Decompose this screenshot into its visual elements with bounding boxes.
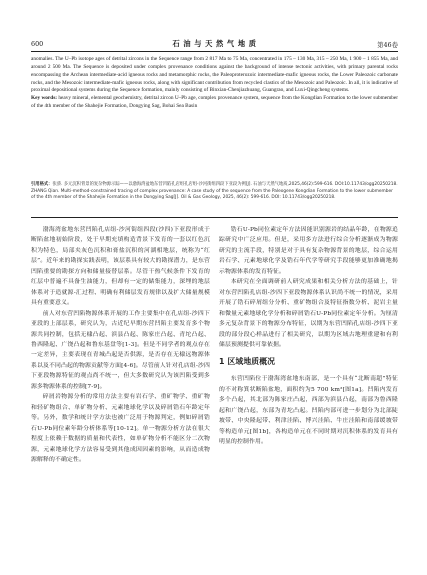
citation-block — [31, 182, 398, 202]
abstract-body: anomalies. The U–Pb isotope ages of detrital zircons in the Sequence range from 2 817 Ma to 75 Ma, concentrated in 175 – 130 Ma, 315 – 250 Ma, 1 900 – 1 855 Ma, and around 2 500 Ma. The Sequence is deposited under complex provenance conditions against the background of intense tectonic activities, with primary parental rocks encompassing the Archean intermediate-acid igneous rocks and metamorphic rocks, the Paleoproterozoic intermediate-mafic igneous rocks, the Lower Paleozoic carbonate rocks, and the Mesozoic intermediate-mafic igneous rocks, along with significant contribution from recycled clastics of the Mesozoic and Paleozoic. In all, it is indicative of proximal depositional systems during the Sequence formation, mainly consisting of Binxian-Chenjiazhuang, Guangrao, and Luxi-Qingcheng systems. — [31, 56, 398, 94]
running-header — [31, 38, 398, 52]
paragraph: 东营凹陷位于渤海湾盆地东南部，是一个具有“北断南超”特征的不对称箕状断陷盆地，面积约为5 700 km²[图1a]。凹陷内发育多个凸起，其北部为陈家庄凸起，西部为滨县凸起，南部为鲁西隆起和广饶凸起，东部为青坨凸起。凹陷内部可进一步划分为北部陡坡带、中央隆起带、利津洼陷、博兴洼陷、牛庄洼陷和南部缓坡带等构造单元[图1b]，各构造单元在不同时期对沉积体系的发育具有明显的控制作用。 — [219, 376, 398, 446]
paragraph: 本研究在全面调研前人研究成果和相关分析方法的基础上，针对东营凹陷孔店组-沙四下亚段物源体系认识尚不统一的情况，采用开展了锆石碎屑组分分析、重矿物组合及特征指数分析、泥岩主量和微量元素地球化学分析和碎屑锆石U-Pb同位素定年分析。为厘清多元复杂背景下的物源分布特征，以期为东营凹陷孔店组-沙四下亚段的部分段心样品进行了相关研究，以期为区域古地理重建和有利储层预测提供可靠依据。 — [219, 279, 398, 348]
english-abstract — [31, 56, 398, 111]
citation-rule — [31, 217, 398, 218]
citation-cn: 张骄. 多元沉积背景的复杂物源示踪——以渤海湾盆地东营凹陷孔店组孔店组-沙河街组四段下亚段为例[J]. 石油与天然气地质,2025,46(2):599-616. DOI:10.11743/ogg20250218. — [52, 182, 398, 187]
header-rule — [31, 51, 398, 52]
right-column — [219, 225, 398, 448]
paragraph: 渤海湾盆地东营凹陷孔店组-沙河街组四段(沙四)下亚段形成于断陷盆地初始阶段，处于早期充填构造背景下发育的一套以红色沉积为特色，局部夹灰色沉积和膏盐沉积的河湖相地层，统称为“红层”。近年来的勘探实践表明，该层系具有较大的勘探潜力，是东营凹陷重要的勘探方向和储量接替层系。尽管干热气候条件下发育的红层中普遍不具备生油能力，但却有一定的储集能力，深埋的地层体系对于造就源-汇过程、明确有利储层发育规律以及扩大储量规模具有重要意义。 — [31, 227, 210, 307]
keywords-text: heavy mineral, elemental geochemistry, detrital zircon U–Pb age, complex provenance system, sequence from the Kongdian Formation to the lower submember of the 4th member of the Shahejie Formation, Dongying Sag, Bohai Sea Basin — [31, 95, 398, 110]
left-column — [31, 225, 210, 465]
journal-title: 石 油 与 天 然 气 地 质 — [172, 39, 257, 48]
volume-label: 第46卷 — [377, 41, 398, 49]
citation-en: ZHANG Qian. Multi-method-constrained tracing of complex provenance: A case study of the sequence from the Paleogene Kongdian Formation to the lower submember of the 4th member of the Shahejie Formation in the Dongying Sag[J]. Oil & Gas Geology, 2025, 46(2): 599-616. DOI: 10.11743/ogg20250218. — [31, 188, 393, 201]
paragraph: 前人对东营凹陷物源体系开展的工作主要集中在孔店组-沙四下亚段的上部层系，研究认为，古近纪早期东营凹陷主要发育多个物源共同控制，包括无棣凸起、滨县凸起、陈家庄凸起、青坨凸起、鲁西隆起、广饶凸起和鲁东基盘等[1-3]。但是不同学者的观点存在一定差异，主要表现在青城凸起是否供源，是否存在无棣远物源体系以及不同凸起的物源贡献等方面[4-6]。尽管前人针对孔店组-沙四下亚段物源特征的观点尚不统一，但大多数研究认为该凹陷受到多源多物源体系的控制[7-9]。 — [31, 310, 210, 390]
page-number: 600 — [31, 40, 44, 48]
keywords-label: Key words: — [31, 95, 58, 102]
citation-label: 引用格式： — [31, 182, 53, 187]
paragraph: 锆石U-Pb同位素定年方法因能识别源岩的结晶年龄，在物源追踪研究中广泛应用。但是，采用多方法进行综合分析逐渐成为物源研究的主流手段，特别是对于具有复杂物源背景的地层，综合运用岩石学、元素地球化学及锆石年代学等研究手段能够更加准确地揭示物源体系的发育特征。 — [219, 227, 398, 275]
paragraph: 碎屑岩物源分析的常用方法主要有岩石学、重矿物学、重矿物和轻矿物组合、单矿物分析、元素地球化学以及碎屑锆石年龄定年等。另外，数学和统计学方法也被广泛用于物源判定，例如碎屑锆石U-Pb同位素年龄分析体系等[10-12]。单一物源分析方法在很大程度上依赖于数据的质量和代表性，如单矿物分析不能区分二次物源，元素地球化学方法容易受到其他成因因素的影响，从而造成物源解释的不确定性。 — [31, 394, 210, 463]
section-title: 1 区域地质概况 — [219, 357, 276, 367]
